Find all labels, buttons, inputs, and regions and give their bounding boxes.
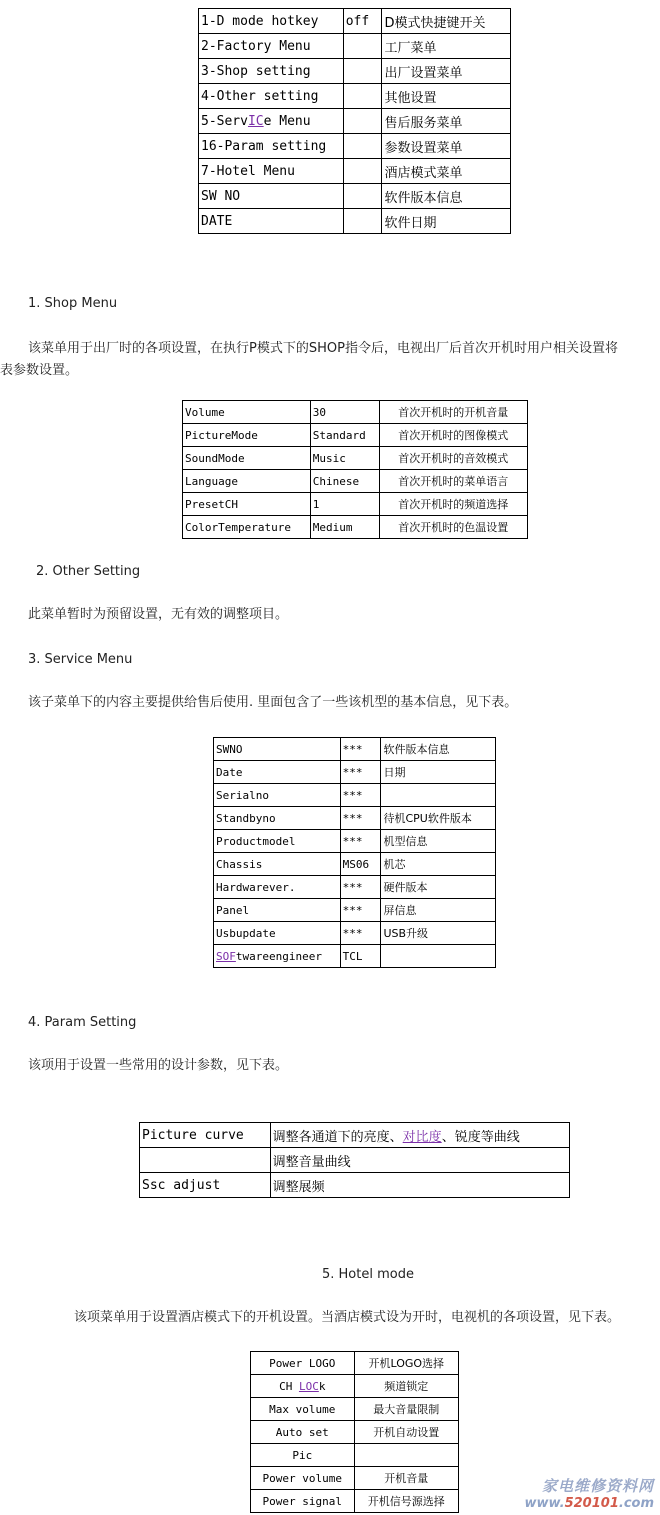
- row-desc: 软件版本信息: [382, 184, 511, 209]
- table-row: [183, 516, 528, 539]
- row-name: Volume: [183, 401, 311, 424]
- table-row: [251, 1490, 459, 1513]
- row-name: Max volume: [251, 1398, 355, 1421]
- row-desc: 首次开机时的开机音量: [379, 401, 527, 424]
- row-value: ***: [340, 738, 381, 761]
- row-name: 1-D mode hotkey: [199, 9, 344, 34]
- watermark-url: [524, 1496, 654, 1511]
- row-desc: 软件版本信息: [381, 738, 496, 761]
- site-watermark: [524, 1475, 654, 1511]
- url-domain: 520101: [564, 1496, 619, 1511]
- table-row: [199, 159, 511, 184]
- row-name: 2-Factory Menu: [199, 34, 344, 59]
- row-desc: 参数设置菜单: [382, 134, 511, 159]
- table-row: [140, 1123, 570, 1148]
- section-paragraph-shop-menu: [0, 338, 660, 382]
- row-name: DATE: [199, 209, 344, 234]
- lock-link[interactable]: LOC: [298, 1379, 319, 1393]
- row-value: 30: [310, 401, 379, 424]
- row-name: Serialno: [214, 784, 341, 807]
- row-name: 7-Hotel Menu: [199, 159, 344, 184]
- name-prefix: 5-Serv: [201, 113, 248, 129]
- row-name: [214, 945, 341, 968]
- row-value: ***: [340, 922, 381, 945]
- table-row: [140, 1173, 570, 1198]
- row-desc: 开机自动设置: [354, 1421, 458, 1444]
- row-desc: 首次开机时的音效模式: [379, 447, 527, 470]
- row-name: Standbyno: [214, 807, 341, 830]
- table-row: [183, 447, 528, 470]
- name-suffix: e Menu: [263, 113, 311, 129]
- row-value: [343, 84, 382, 109]
- section-heading-other-setting: 2. Other Setting: [36, 564, 141, 579]
- row-desc: 调整音量曲线: [270, 1148, 569, 1173]
- service-info-table: [213, 737, 496, 968]
- table-row: [183, 401, 528, 424]
- row-desc: 开机LOGO选择: [354, 1352, 458, 1375]
- row-value: Chinese: [310, 470, 379, 493]
- row-desc: [381, 945, 496, 968]
- watermark-chinese-text: 家电维修资料网: [541, 1477, 654, 1495]
- row-value: [343, 109, 382, 134]
- row-value: ***: [340, 784, 381, 807]
- contrast-link[interactable]: 对比度: [402, 1129, 442, 1145]
- table-row: [214, 761, 496, 784]
- row-desc: 待机CPU软件版本: [381, 807, 496, 830]
- table-row: [214, 738, 496, 761]
- row-value: [343, 184, 382, 209]
- row-desc: 首次开机时的频道选择: [379, 493, 527, 516]
- row-value: Standard: [310, 424, 379, 447]
- row-name: Power LOGO: [251, 1352, 355, 1375]
- desc-prefix: 调整各通道下的亮度、: [272, 1129, 403, 1145]
- row-desc: 开机音量: [354, 1467, 458, 1490]
- table-row: [199, 134, 511, 159]
- row-value: ***: [340, 899, 381, 922]
- row-desc: 首次开机时的菜单语言: [379, 470, 527, 493]
- row-desc: 工厂菜单: [382, 34, 511, 59]
- row-desc: 日期: [381, 761, 496, 784]
- row-name: 3-Shop setting: [199, 59, 344, 84]
- row-name: 16-Param setting: [199, 134, 344, 159]
- row-name: 4-Other setting: [199, 84, 344, 109]
- row-value: [343, 134, 382, 159]
- row-desc: 机型信息: [381, 830, 496, 853]
- name-suffix: twareengineer: [235, 949, 322, 963]
- param-setting-table: [139, 1122, 570, 1198]
- row-value: ***: [340, 761, 381, 784]
- row-name: [251, 1375, 355, 1398]
- row-desc: 屏信息: [381, 899, 496, 922]
- section-paragraph-param-setting: 该项用于设置一些常用的设计参数，见下表。: [28, 1058, 289, 1073]
- row-name: PresetCH: [183, 493, 311, 516]
- name-prefix: CH: [279, 1379, 299, 1393]
- row-name: Power volume: [251, 1467, 355, 1490]
- table-row: [183, 424, 528, 447]
- table-row: [251, 1352, 459, 1375]
- section-heading-service-menu: 3. Service Menu: [28, 652, 133, 667]
- row-desc: 售后服务菜单: [382, 109, 511, 134]
- row-desc: 调整展频: [270, 1173, 569, 1198]
- section-paragraph-service-menu: 该子菜单下的内容主要提供给售后使用. 里面包含了一些该机型的基本信息，见下表。: [28, 695, 518, 710]
- row-desc: 其他设置: [382, 84, 511, 109]
- table-row: [199, 34, 511, 59]
- row-value: Music: [310, 447, 379, 470]
- table-row: [183, 493, 528, 516]
- row-name: Panel: [214, 899, 341, 922]
- service-link[interactable]: IC: [247, 113, 264, 129]
- row-name: SoundMode: [183, 447, 311, 470]
- table-row: [199, 109, 511, 134]
- table-row: [214, 830, 496, 853]
- paragraph-line: 表参数设置。: [0, 363, 79, 378]
- table-row: [251, 1398, 459, 1421]
- row-desc: 酒店模式菜单: [382, 159, 511, 184]
- row-name: Auto set: [251, 1421, 355, 1444]
- hotkey-table: [198, 8, 511, 234]
- section-heading-hotel-mode: 5. Hotel mode: [322, 1267, 414, 1282]
- row-name: Productmodel: [214, 830, 341, 853]
- row-name: Ssc adjust: [140, 1173, 271, 1198]
- row-desc: 硬件版本: [381, 876, 496, 899]
- row-value: ***: [340, 807, 381, 830]
- table-row: [199, 9, 511, 34]
- row-value: [343, 209, 382, 234]
- name-suffix: k: [318, 1379, 326, 1393]
- table-row: [214, 807, 496, 830]
- hotel-mode-table: [250, 1351, 459, 1513]
- row-desc: 频道锁定: [354, 1375, 458, 1398]
- table-row: [199, 209, 511, 234]
- row-desc: USB升级: [381, 922, 496, 945]
- section-paragraph-other-setting: 此菜单暂时为预留设置，无有效的调整项目。: [28, 607, 289, 622]
- section-heading-shop-menu: 1. Shop Menu: [28, 296, 118, 311]
- table-row: [251, 1444, 459, 1467]
- row-name: Pic: [251, 1444, 355, 1467]
- table-row: [214, 784, 496, 807]
- table-row: [214, 945, 496, 968]
- row-name: [140, 1148, 271, 1173]
- row-value: ***: [340, 876, 381, 899]
- row-name: Language: [183, 470, 311, 493]
- row-desc: 机芯: [381, 853, 496, 876]
- row-value: Medium: [310, 516, 379, 539]
- table-row: [199, 59, 511, 84]
- row-desc: [354, 1444, 458, 1467]
- row-desc: 出厂设置菜单: [382, 59, 511, 84]
- paragraph-line: 该菜单用于出厂时的各项设置，在执行P模式下的SHOP指令后，电视出厂后首次开机时用户相关设置将: [28, 341, 618, 356]
- row-value: MS06: [340, 853, 381, 876]
- row-name: SW NO: [199, 184, 344, 209]
- row-value: ***: [340, 830, 381, 853]
- table-row: [199, 184, 511, 209]
- url-prefix: www.: [524, 1496, 565, 1511]
- table-row: [214, 853, 496, 876]
- row-desc: D模式快捷键开关: [382, 9, 511, 34]
- row-name: PictureMode: [183, 424, 311, 447]
- row-value: off: [343, 9, 382, 34]
- row-value: [343, 34, 382, 59]
- table-row: [251, 1467, 459, 1490]
- row-name: [199, 109, 344, 134]
- table-row: [214, 922, 496, 945]
- row-value: TCL: [340, 945, 381, 968]
- row-desc: 开机信号源选择: [354, 1490, 458, 1513]
- table-row: [214, 899, 496, 922]
- row-name: Picture curve: [140, 1123, 271, 1148]
- row-name: Date: [214, 761, 341, 784]
- row-desc: [270, 1123, 569, 1148]
- row-desc: 首次开机时的图像模式: [379, 424, 527, 447]
- row-desc: [381, 784, 496, 807]
- row-name: ColorTemperature: [183, 516, 311, 539]
- row-name: Hardwarever.: [214, 876, 341, 899]
- section-paragraph-hotel-mode: 该项菜单用于设置酒店模式下的开机设置。当酒店模式设为开时，电视机的各项设置，见下表。: [74, 1310, 621, 1325]
- row-desc: 首次开机时的色温设置: [379, 516, 527, 539]
- table-row: [251, 1375, 459, 1398]
- table-row: [251, 1421, 459, 1444]
- section-heading-param-setting: 4. Param Setting: [28, 1015, 137, 1030]
- table-row: [199, 84, 511, 109]
- row-name: Usbupdate: [214, 922, 341, 945]
- row-value: [343, 59, 382, 84]
- table-row: [183, 470, 528, 493]
- row-value: [343, 159, 382, 184]
- row-desc: 软件日期: [382, 209, 511, 234]
- url-suffix: .com: [618, 1496, 654, 1511]
- row-desc: 最大音量限制: [354, 1398, 458, 1421]
- shop-settings-table: [182, 400, 528, 539]
- row-name: Chassis: [214, 853, 341, 876]
- row-value: 1: [310, 493, 379, 516]
- table-row: [140, 1148, 570, 1173]
- desc-suffix: 、锐度等曲线: [441, 1129, 520, 1145]
- table-row: [214, 876, 496, 899]
- row-name: SWNO: [214, 738, 341, 761]
- software-link[interactable]: SOF: [216, 949, 236, 963]
- row-name: Power signal: [251, 1490, 355, 1513]
